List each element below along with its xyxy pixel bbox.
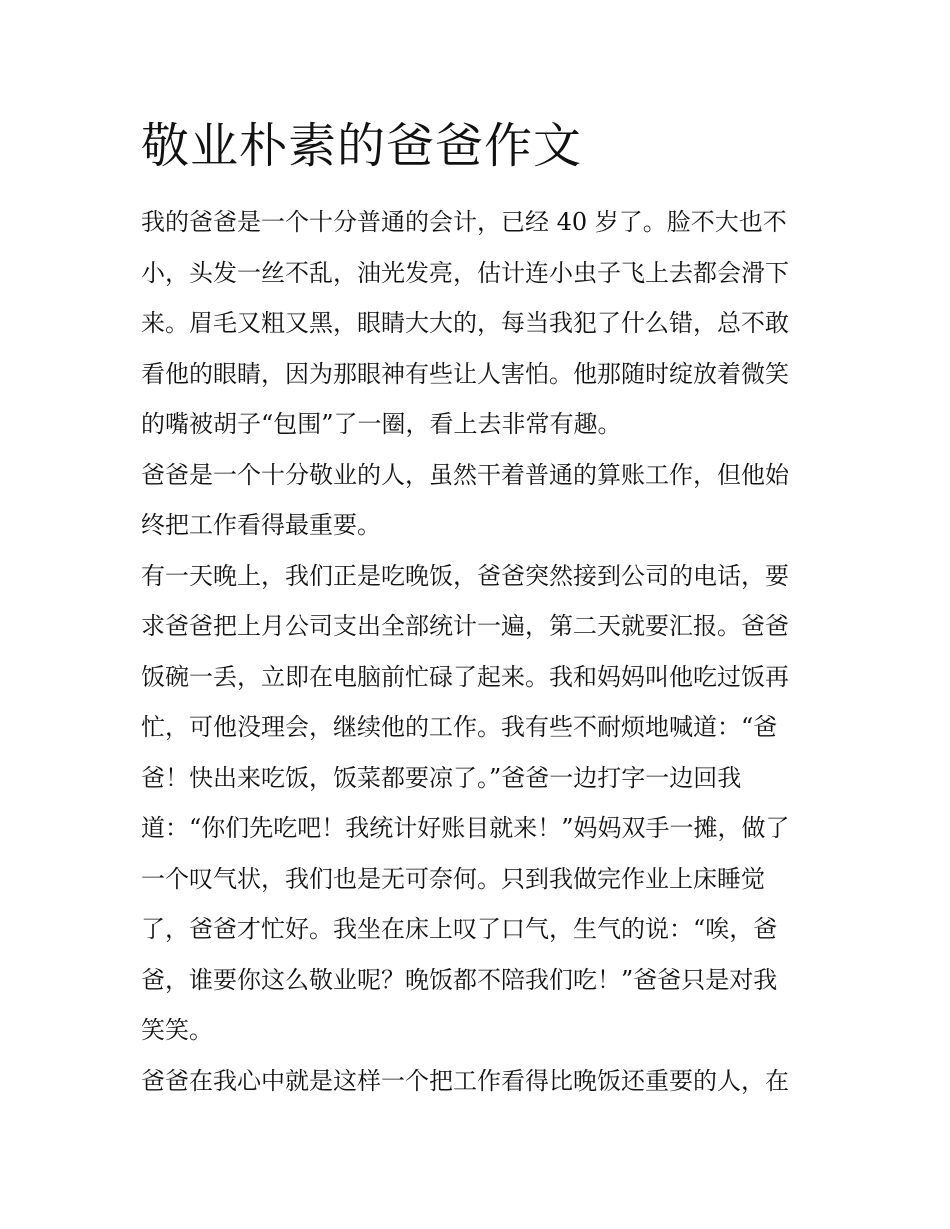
text-line: 爸爸是一个十分敬业的人，虽然干着普通的算账工作，但他始 bbox=[141, 460, 789, 489]
paragraph-3 bbox=[141, 551, 813, 1056]
text-line: 忙，可他没理会，继续他的工作。我有些不耐烦地喊道：“爸 bbox=[141, 713, 778, 741]
text-line: 小，头发一丝不乱，油光发亮，估计连小虫子飞上去都会滑下 bbox=[141, 258, 789, 287]
text-line: 一个叹气状，我们也是无可奈何。只到我做完作业上床睡觉 bbox=[141, 864, 765, 893]
text-line: 看他的眼睛，因为那眼神有些让人害怕。他那随时绽放着微笑 bbox=[141, 359, 789, 388]
paragraph-1 bbox=[141, 197, 813, 450]
text-line: 爸，谁要你这么敬业呢？晚饭都不陪我们吃！”爸爸只是对我 bbox=[141, 965, 778, 994]
text-line: 终把工作看得最重要。 bbox=[141, 511, 381, 539]
text-line: 道：“你们先吃吧！我统计好账目就来！”妈妈双手一摊，做了 bbox=[141, 814, 790, 842]
text-line: 来。眉毛又粗又黑，眼睛大大的，每当我犯了什么错，总不敢 bbox=[141, 309, 789, 337]
text-line: 我的爸爸是一个十分普通的会计，已经 40 岁了。脸不大也不 bbox=[141, 208, 787, 236]
text-line: 有一天晚上，我们正是吃晚饭，爸爸突然接到公司的电话，要 bbox=[141, 561, 789, 590]
paragraph-4 bbox=[141, 1056, 813, 1107]
text-line: 了，爸爸才忙好。我坐在床上叹了口气，生气的说：“唉，爸 bbox=[141, 915, 778, 943]
text-line: 饭碗一丢，立即在电脑前忙碌了起来。我和妈妈叫他吃过饭再 bbox=[141, 662, 789, 691]
document-page bbox=[141, 108, 813, 1106]
text-line: 求爸爸把上月公司支出全部统计一遍，第二天就要汇报。爸爸 bbox=[141, 612, 789, 640]
text-line: 爸爸在我心中就是这样一个把工作看得比晚饭还重要的人，在 bbox=[141, 1066, 789, 1095]
document-title: 敬业朴素的爸爸作文 bbox=[141, 118, 583, 174]
text-line: 笑笑。 bbox=[141, 1016, 213, 1044]
text-line: 的嘴被胡子“包围”了一圈，看上去非常有趣。 bbox=[141, 410, 622, 438]
paragraph-2 bbox=[141, 450, 813, 551]
text-line: 爸！快出来吃饭，饭菜都要凉了。”爸爸一边打字一边回我 bbox=[141, 763, 742, 792]
